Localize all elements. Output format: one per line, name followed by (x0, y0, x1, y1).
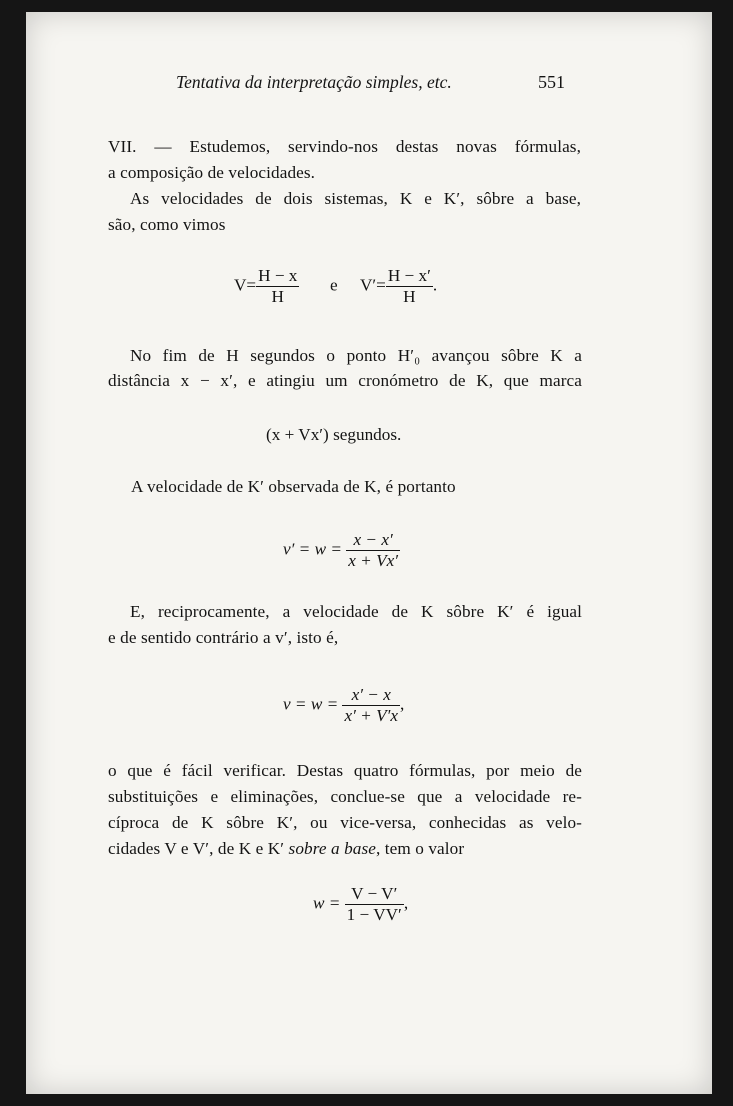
eq5-fraction (345, 884, 404, 925)
paragraph-3-line-1: No fim de H segundos o ponto H′₀ avançou sôbre K a (130, 346, 582, 365)
equation-relative-velocity (283, 530, 400, 571)
paragraph-2-line-2: são, como vimos (108, 215, 226, 234)
paragraph-6-line-3: cíproca de K sôbre K′, ou vice-versa, conhecidas as velo- (108, 813, 582, 832)
paragraph-6-line-4 (108, 839, 464, 859)
paragraph-6-line-4-italic: sobre a base (288, 839, 376, 858)
eq5-lhs: w = (313, 893, 341, 913)
eq1-numerator-v: H − x (258, 266, 298, 285)
scan-border-bottom (0, 1094, 733, 1106)
eq4-numerator: x′ − x (351, 685, 391, 704)
equation-velocities (234, 266, 437, 307)
eq1-lhs-v: V= (234, 275, 257, 295)
paragraph-4-line-1: A velocidade de K′ observada de K, é portanto (131, 477, 456, 496)
eq1-denominator-vprime: H (386, 286, 433, 307)
eq1-denominator-v: H (256, 286, 299, 307)
eq3-fraction (346, 530, 400, 571)
paragraph-3-line-2: distância x − x′, e atingiu um cronómetro de K, que marca (108, 371, 582, 390)
running-header-title: Tentativa da interpretação simples, etc. (176, 72, 452, 92)
eq5-numerator: V − V′ (351, 884, 398, 903)
equation-composed-velocity (313, 884, 408, 925)
paragraph-6-line-1: o que é fácil verificar. Destas quatro fórmulas, por meio de (108, 761, 582, 780)
eq5-denominator: 1 − VV′ (346, 905, 402, 924)
paragraph-1-line-2: a composição de velocidades. (108, 163, 316, 182)
scan-border-right (712, 0, 733, 1106)
eq4-denominator: x′ + V′x (344, 706, 398, 725)
scan-border-top (0, 0, 733, 12)
eq3-denominator: x + Vx′ (348, 551, 398, 570)
eq5-end-punct: , (403, 893, 409, 913)
eq4-lhs: v = w = (283, 694, 339, 714)
equation-reciprocal-velocity (283, 685, 404, 726)
paragraph-2-line-1: As velocidades de dois sistemas, K e K′, sôbre a base, (130, 189, 581, 208)
eq4-fraction (342, 685, 399, 726)
eq1-end-punct: . (432, 275, 438, 295)
eq3-numerator: x − x′ (353, 530, 393, 549)
paragraph-5-line-1: E, reciprocamente, a velocidade de K sôbre K′ é igual (130, 602, 582, 621)
eq1-numerator-vprime: H − x′ (387, 266, 431, 285)
eq1-conjunction: e (330, 275, 338, 295)
eq1-fraction-vprime (386, 266, 433, 307)
eq1-fraction-v (256, 266, 299, 307)
page-number: 551 (538, 72, 565, 92)
paragraph-5-line-2: e de sentido contrário a v′, isto é, (108, 628, 339, 647)
equation-time-marked: (x + Vx′) segundos. (266, 425, 402, 444)
eq1-lhs-vprime: V′= (359, 275, 386, 295)
paragraph-6-line-4-start: cidades V e V′, de K e K′ (108, 839, 285, 858)
eq3-lhs: v′ = w = (283, 539, 342, 559)
paragraph-6-line-4-end: , tem o valor (376, 839, 465, 858)
paragraph-1-line-1: VII. — Estudemos, servindo-nos destas novas fórmulas, (108, 137, 581, 156)
scan-border-left (0, 0, 26, 1106)
eq4-end-punct: , (399, 694, 405, 714)
paragraph-6-line-2: substituições e eliminações, conclue-se que a velocidade re- (108, 787, 582, 806)
